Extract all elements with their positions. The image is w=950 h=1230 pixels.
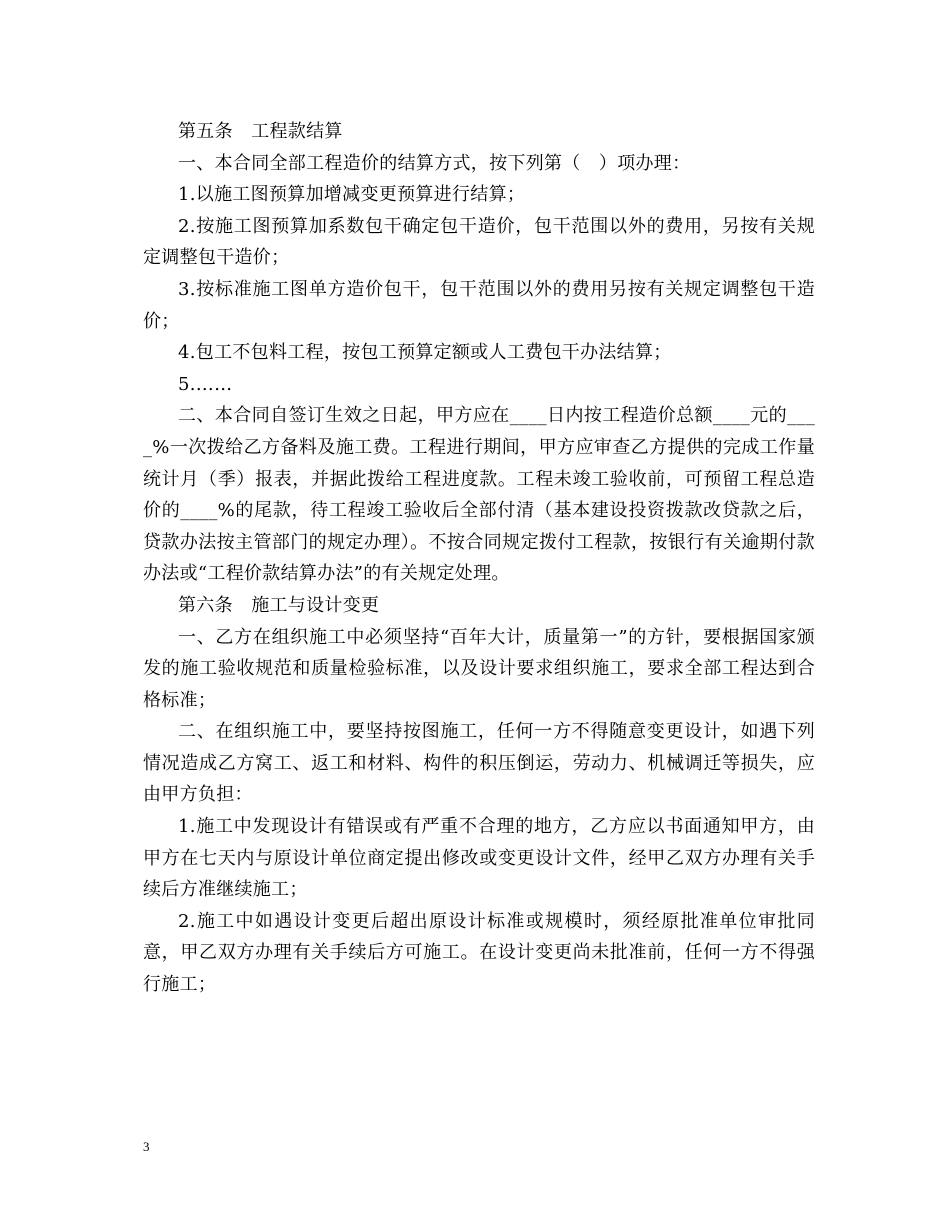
article-6-heading: 第六条 施工与设计变更 <box>178 594 380 616</box>
settlement-option-1: 1.以施工图预算加增减变更预算进行结算； <box>178 184 526 206</box>
page-number: 3 <box>143 1139 150 1154</box>
quality-requirement-clause: 一、乙方在组织施工中必须坚持“百年大计，质量第一”的方针，要根据国家颁发的施工验收规范和质量检验标准，以及设计要求组织施工，要求全部工程达到合格标准； <box>143 626 815 711</box>
settlement-method-clause: 一、本合同全部工程造价的结算方式，按下列第（ ）项办理： <box>178 152 691 174</box>
settlement-option-4: 4.包工不包料工程，按包工预算定额或人工费包干办法结算； <box>178 342 672 364</box>
article-5-heading: 第五条 工程款结算 <box>178 121 343 142</box>
settlement-option-2: 2.按施工图预算加系数包干确定包干造价，包干范围以外的费用，另按有关规定调整包干造价； <box>143 215 815 269</box>
design-change-item-2: 2.施工中如遇设计变更后超出原设计标准或规模时，须经原批准单位审批同意，甲乙双方办理有关手续后方可施工。在设计变更尚未批准前，任何一方不得强行施工； <box>143 910 815 996</box>
settlement-option-3: 3.按标准施工图单方造价包干，包干范围以外的费用另按有关规定调整包干造价； <box>143 278 815 332</box>
design-change-item-1: 1.施工中发现设计有错误或有严重不合理的地方，乙方应以书面通知甲方，由甲方在七天内与原设计单位商定提出修改或变更设计文件，经甲乙双方办理有关手续后方准继续施工； <box>143 816 815 901</box>
document-page <box>143 116 815 1001</box>
payment-schedule-clause: 二、本合同自签订生效之日起，甲方应在____日内按工程造价总额____元的____%一次拨给乙方备料及施工费。工程进行期间，甲方应审查乙方提供的完成工作量统计月（季）报表，并据此拨给工程进度款。工程未竣工验收前，可预留工程总造价的____%的尾款，待工程竣工验收后全部付清（基本建设投资拨款改贷款之后，贷款办法按主管部门的规定办理）。不按合同规定拨付工程款，按银行有关逾期付款办法或“工程价款结算办法”的有关规定处理。 <box>143 405 815 585</box>
settlement-option-5: 5.…… <box>178 373 233 395</box>
design-change-clause: 二、在组织施工中，要坚持按图施工，任何一方不得随意变更设计，如遇下列情况造成乙方窝工、返工和材料、构件的积压倒运，劳动力、机械调迁等损失，应由甲方负担： <box>143 721 815 806</box>
